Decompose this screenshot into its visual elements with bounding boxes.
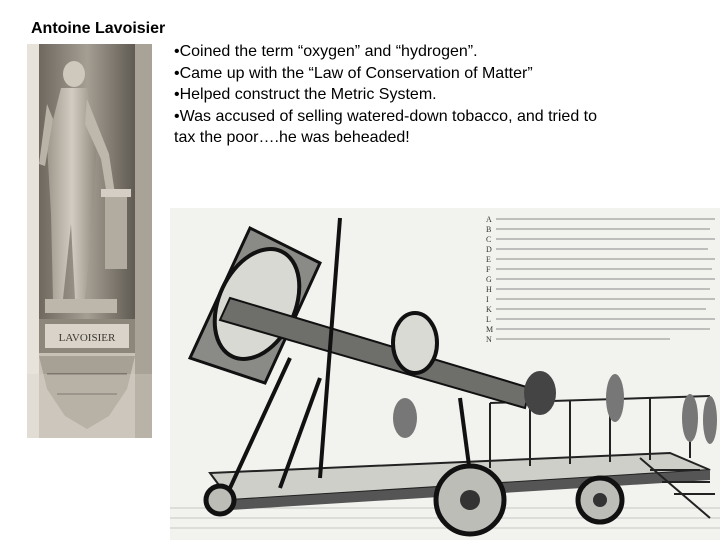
bullet-accusation: •Was accused of selling watered-down tobacco, and tried to [174,107,598,125]
svg-text:G: G [486,275,492,284]
svg-text:H: H [486,285,492,294]
statue-illustration [27,44,152,438]
statue-plaque-text: LAVOISIER [58,332,116,344]
svg-text:C: C [486,235,492,244]
svg-text:F: F [486,265,491,274]
bullet-oxygen-hydrogen: •Coined the term “oxygen” and “hydrogen”. [174,43,478,60]
bullet-beheaded: tax the poor….he was beheaded! [174,129,410,146]
svg-text:K: K [486,305,492,314]
slide-title: Antoine Lavoisier [31,20,166,37]
svg-text:N: N [486,335,492,344]
burning-lens-engraving [170,208,720,540]
bullet-conservation-of-matter: •Came up with the “Law of Conservation of Matter” [174,64,533,82]
engraving-illustration [170,208,720,540]
svg-text:B: B [486,225,492,234]
svg-text:M: M [486,325,494,334]
bullet-list [174,41,674,149]
svg-text:L: L [486,315,491,324]
lavoisier-statue-photo [27,44,152,438]
bullet-metric-system: •Helped construct the Metric System. [174,86,437,103]
svg-text:A: A [486,215,492,224]
svg-text:E: E [486,255,491,264]
svg-text:D: D [486,245,492,254]
svg-text:I: I [486,295,489,304]
